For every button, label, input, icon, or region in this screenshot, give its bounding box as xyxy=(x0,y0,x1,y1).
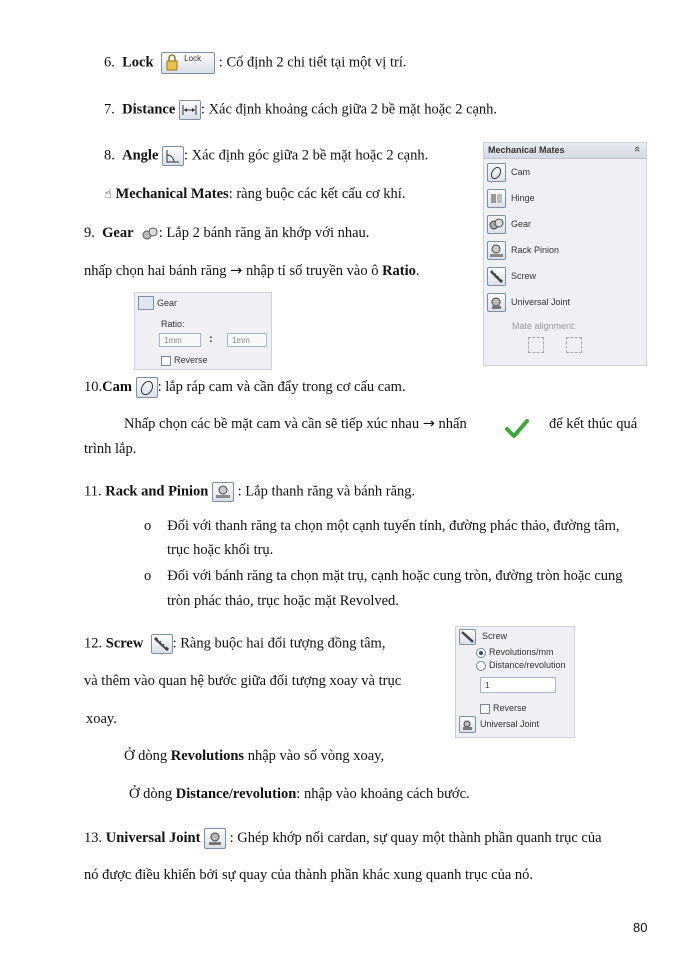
screw-line3: xoay. xyxy=(86,711,117,727)
cam-mate-icon xyxy=(136,377,158,398)
rack-pinion-mate-icon xyxy=(212,482,234,502)
gear-ratio-input-1[interactable]: 1mm xyxy=(159,333,201,347)
item-rack-pinion: 11. Rack and Pinion : Lắp thanh răng và bánh răng. xyxy=(84,482,415,502)
mate-item-universal-joint[interactable]: Universal Joint xyxy=(487,291,570,313)
screw-revolutions: Ở dòng Revolutions nhập vào số vòng xoay, xyxy=(124,748,385,764)
mate-item-rack-pinion[interactable]: Rack Pinion xyxy=(487,239,559,261)
rack-pinion-icon xyxy=(487,241,506,260)
screw-distance: Ở dòng Distance/revolution: nhập vào khoảng cách bước. xyxy=(129,786,470,802)
screw-reverse-checkbox[interactable]: Reverse xyxy=(480,703,527,714)
cam-instruction-end: để kết thúc quá xyxy=(549,416,638,432)
distance-radio[interactable]: Distance/revolution xyxy=(476,660,566,671)
universal-joint-panel-icon xyxy=(459,716,476,733)
item-cam: 10.Cam : lắp ráp cam và cần đẩy trong cơ cấu cam. xyxy=(84,377,406,398)
lock-icon xyxy=(161,52,215,74)
gear-reverse-checkbox[interactable]: Reverse xyxy=(161,355,208,366)
mate-item-hinge[interactable]: Hinge xyxy=(487,187,535,209)
mechanical-mates-panel xyxy=(483,142,647,366)
item-mechanical-mates: ☝ Mechanical Mates: ràng buộc các kết cấu cơ khí. xyxy=(104,186,406,202)
gear-mate-icon xyxy=(487,215,506,234)
mate-item-cam[interactable]: Cam xyxy=(487,161,530,183)
item-universal-joint: 13. Universal Joint : Ghép khớp nối cardan, sự quay một thành phần quanh trục của xyxy=(84,828,602,849)
mate-item-gear[interactable]: Gear xyxy=(487,213,531,235)
item-screw: 12. Screw : Ràng buộc hai đối tượng đồng tâm, xyxy=(84,634,385,654)
screw-line2: và thêm vào quan hệ bước giữa đối tượng xoay và trục xyxy=(84,673,402,689)
rack-bullet-2: o Đối với bánh răng ta chọn mặt trụ, cạnh hoặc cung tròn, đường tròn hoặc cung xyxy=(144,568,623,584)
rack-bullet-1: o Đối với thanh răng ta chọn một cạnh tuyến tính, đường phác thảo, đường tâm, xyxy=(144,518,620,534)
rack-bullet-1-line2: trục hoặc khối trụ. xyxy=(167,542,274,558)
universal-joint-option[interactable]: Universal Joint xyxy=(480,719,540,729)
screw-icon xyxy=(487,267,506,286)
distance-icon xyxy=(179,100,201,120)
angle-icon xyxy=(162,146,184,166)
universal-joint-mate-icon xyxy=(204,828,226,849)
hinge-icon xyxy=(487,189,506,208)
page-number: 80 xyxy=(633,920,648,935)
universal-joint-icon xyxy=(487,293,506,312)
gear-icon xyxy=(141,226,159,242)
item-angle: 8. Angle : Xác định góc giữa 2 bề mặt hoặc 2 cạnh. xyxy=(104,146,428,166)
screw-value-input[interactable]: 1 xyxy=(480,677,556,693)
hand-pointer-icon: ☝ xyxy=(104,187,112,202)
collapse-icon[interactable]: « xyxy=(630,145,643,153)
screw-property-panel: Screw Revolutions/mm Distance/revolution 1 Reverse Universal Joint xyxy=(455,626,575,738)
arrow-right-icon: → xyxy=(422,416,435,432)
gear-ratio-input-2[interactable]: 1mm xyxy=(227,333,267,347)
lock-icon-label: Lock xyxy=(184,54,202,63)
revolutions-radio[interactable]: Revolutions/mm xyxy=(476,647,554,658)
rack-bullet-2-line2: tròn phác thảo, trục hoặc mặt Revolved. xyxy=(167,593,399,609)
aligned-icon[interactable] xyxy=(528,337,544,353)
screw-panel-icon xyxy=(459,629,476,645)
check-icon xyxy=(505,419,529,439)
arrow-right-icon: → xyxy=(230,263,243,279)
mate-item-screw[interactable]: Screw xyxy=(487,265,536,287)
lock-title: Lock xyxy=(122,54,154,71)
gear-instruction: nhấp chọn hai bánh răng → nhập tỉ số truyền vào ô Ratio. xyxy=(84,263,420,279)
cam-instruction-line2: trình lắp. xyxy=(84,441,137,457)
item-distance: 7. Distance : Xác định khoảng cách giữa 2 bề mặt hoặc 2 cạnh. xyxy=(104,100,497,120)
gear-property-panel: Gear Ratio: 1mm : 1mm Reverse xyxy=(134,292,272,370)
mechanical-mates-header: Mechanical Mates « xyxy=(484,143,646,159)
mate-alignment-label: Mate alignment: xyxy=(512,321,577,331)
item-lock: 6. Lock Lock : Cố định 2 chi tiết tại một vị trí. xyxy=(104,52,406,74)
cam-instruction: Nhấp chọn các bề mặt cam và cần sẽ tiếp xúc nhau → nhấn xyxy=(124,416,467,432)
screw-mate-icon xyxy=(151,634,173,654)
cam-icon xyxy=(487,163,506,182)
item-gear: 9. Gear : Lắp 2 bánh răng ăn khớp với nhau. xyxy=(84,225,370,241)
universal-joint-line2: nó được điều khiển bởi sự quay của thành phần khác xung quanh trục của nó. xyxy=(84,867,534,883)
gear-panel-icon xyxy=(138,296,154,310)
anti-aligned-icon[interactable] xyxy=(566,337,582,353)
